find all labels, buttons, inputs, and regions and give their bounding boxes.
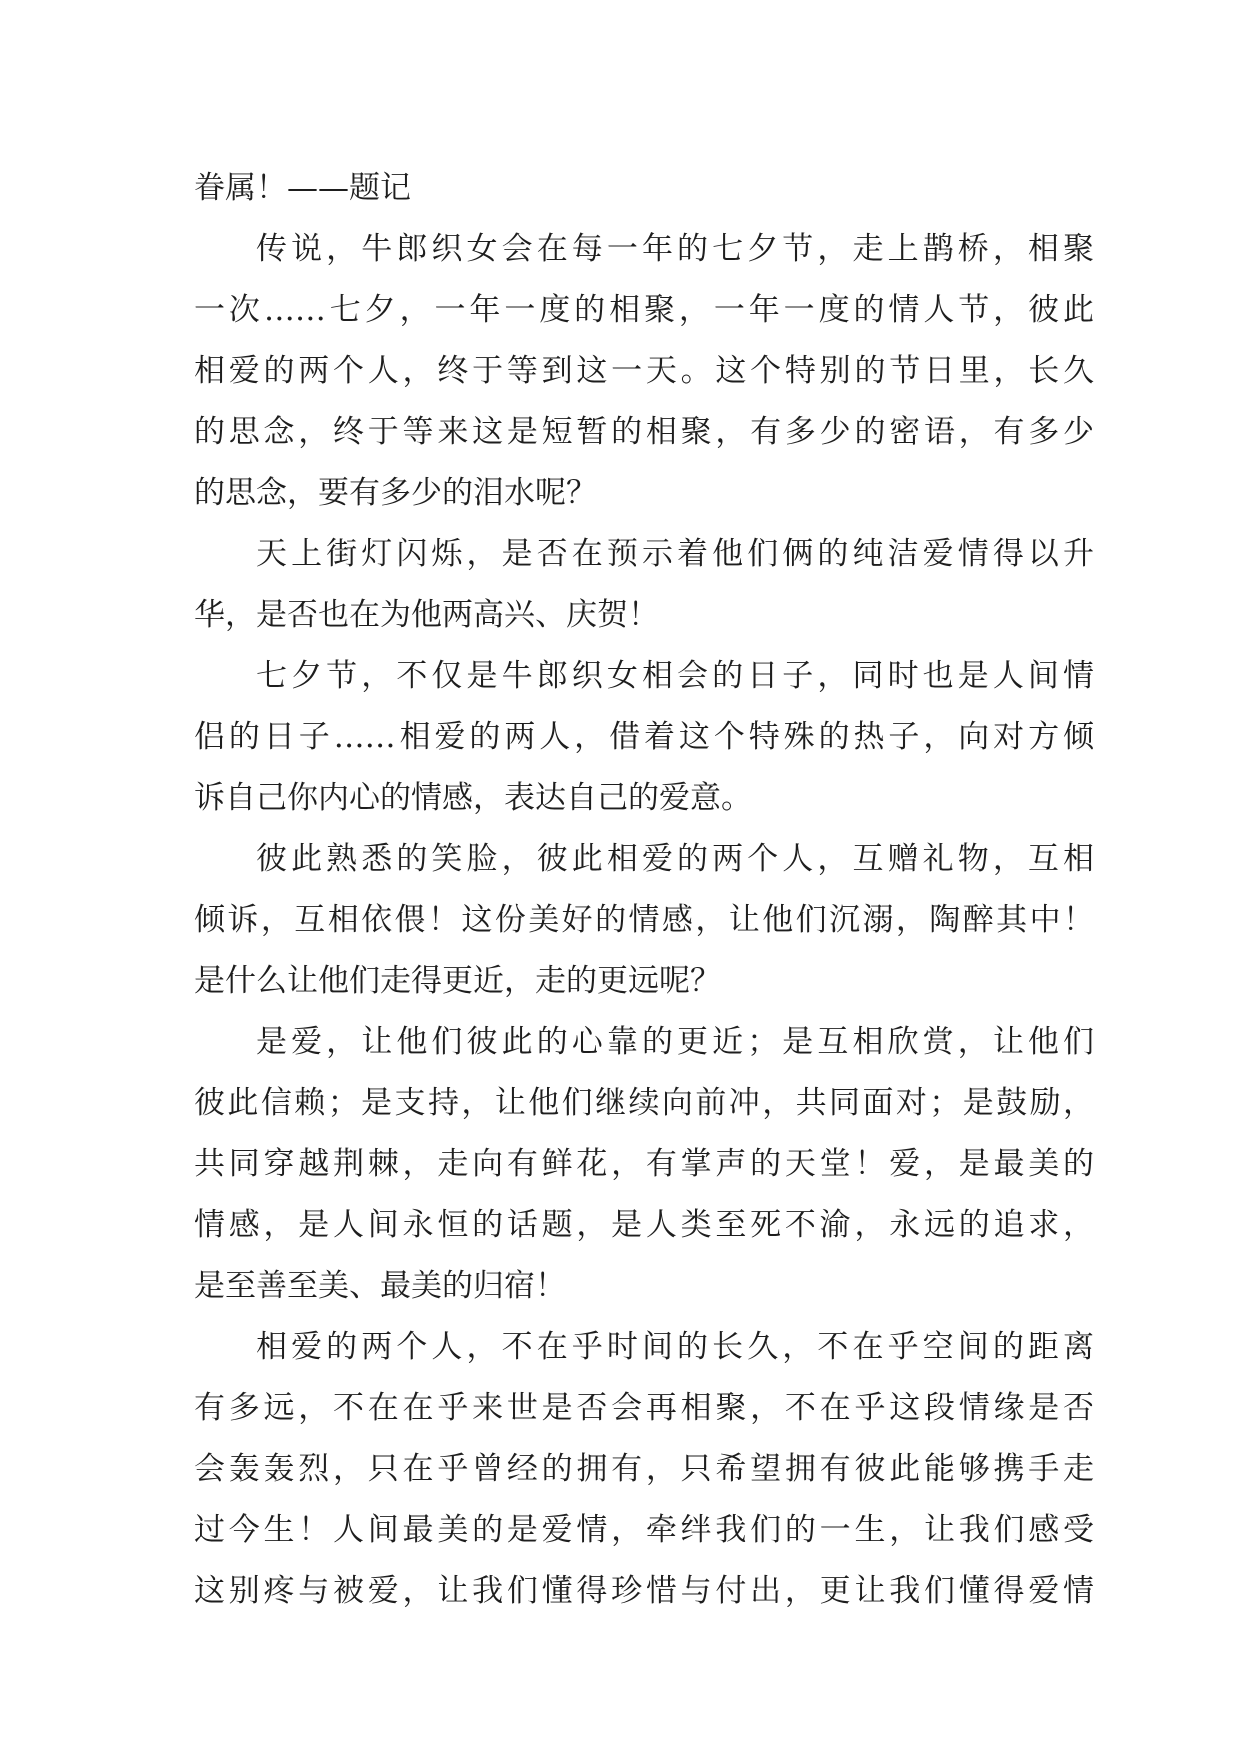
text-line: 彼此熟悉的笑脸，彼此相爱的两个人，互赠礼物，互相 [256,841,1094,877]
body-text [194,158,1094,1622]
text-line: 的思念，终于等来这是短暂的相聚，有多少的密语，有多少 [194,414,1094,450]
text-line: 诉自己你内心的情感，表达自己的爱意。 [194,780,752,816]
text-line: 相爱的两个人，不在乎时间的长久，不在乎空间的距离 [256,1329,1094,1365]
text-line: 有多远，不在在乎来世是否会再相聚，不在乎这段情缘是否 [194,1390,1094,1426]
text-line: 七夕节，不仅是牛郎织女相会的日子，同时也是人间情 [256,658,1094,694]
text-line: 共同穿越荆棘，走向有鲜花，有掌声的天堂！爱，是最美的 [194,1146,1094,1182]
text-line: 是至善至美、最美的归宿！ [194,1268,566,1304]
text-line: 是爱，让他们彼此的心靠的更近；是互相欣赏，让他们 [256,1024,1094,1060]
text-line: 眷属！——题记 [194,170,411,206]
text-line: 会轰轰烈，只在乎曾经的拥有，只希望拥有彼此能够携手走 [194,1451,1094,1487]
text-line: 倾诉，互相依偎！这份美好的情感，让他们沉溺，陶醉其中！ [194,902,1094,938]
text-line: 是什么让他们走得更近，走的更远呢？ [194,963,721,999]
text-line: 情感，是人间永恒的话题，是人类至死不渝，永远的追求， [194,1207,1094,1243]
text-line: 传说，牛郎织女会在每一年的七夕节，走上鹊桥，相聚 [256,231,1094,267]
text-line: 一次……七夕，一年一度的相聚，一年一度的情人节，彼此 [194,292,1094,328]
text-line: 天上街灯闪烁，是否在预示着他们俩的纯洁爱情得以升 [256,536,1094,572]
text-line: 侣的日子……相爱的两人，借着这个特殊的热子，向对方倾 [194,719,1094,755]
text-line: 相爱的两个人，终于等到这一天。这个特别的节日里，长久 [194,353,1094,389]
text-line: 华，是否也在为他两高兴、庆贺！ [194,597,659,633]
text-line: 过今生！人间最美的是爱情，牵绊我们的一生，让我们感受 [194,1512,1094,1548]
text-line: 这别疼与被爱，让我们懂得珍惜与付出，更让我们懂得爱情 [194,1573,1094,1609]
text-line: 彼此信赖；是支持，让他们继续向前冲，共同面对；是鼓励， [194,1085,1094,1121]
text-line: 的思念，要有多少的泪水呢？ [194,475,597,511]
